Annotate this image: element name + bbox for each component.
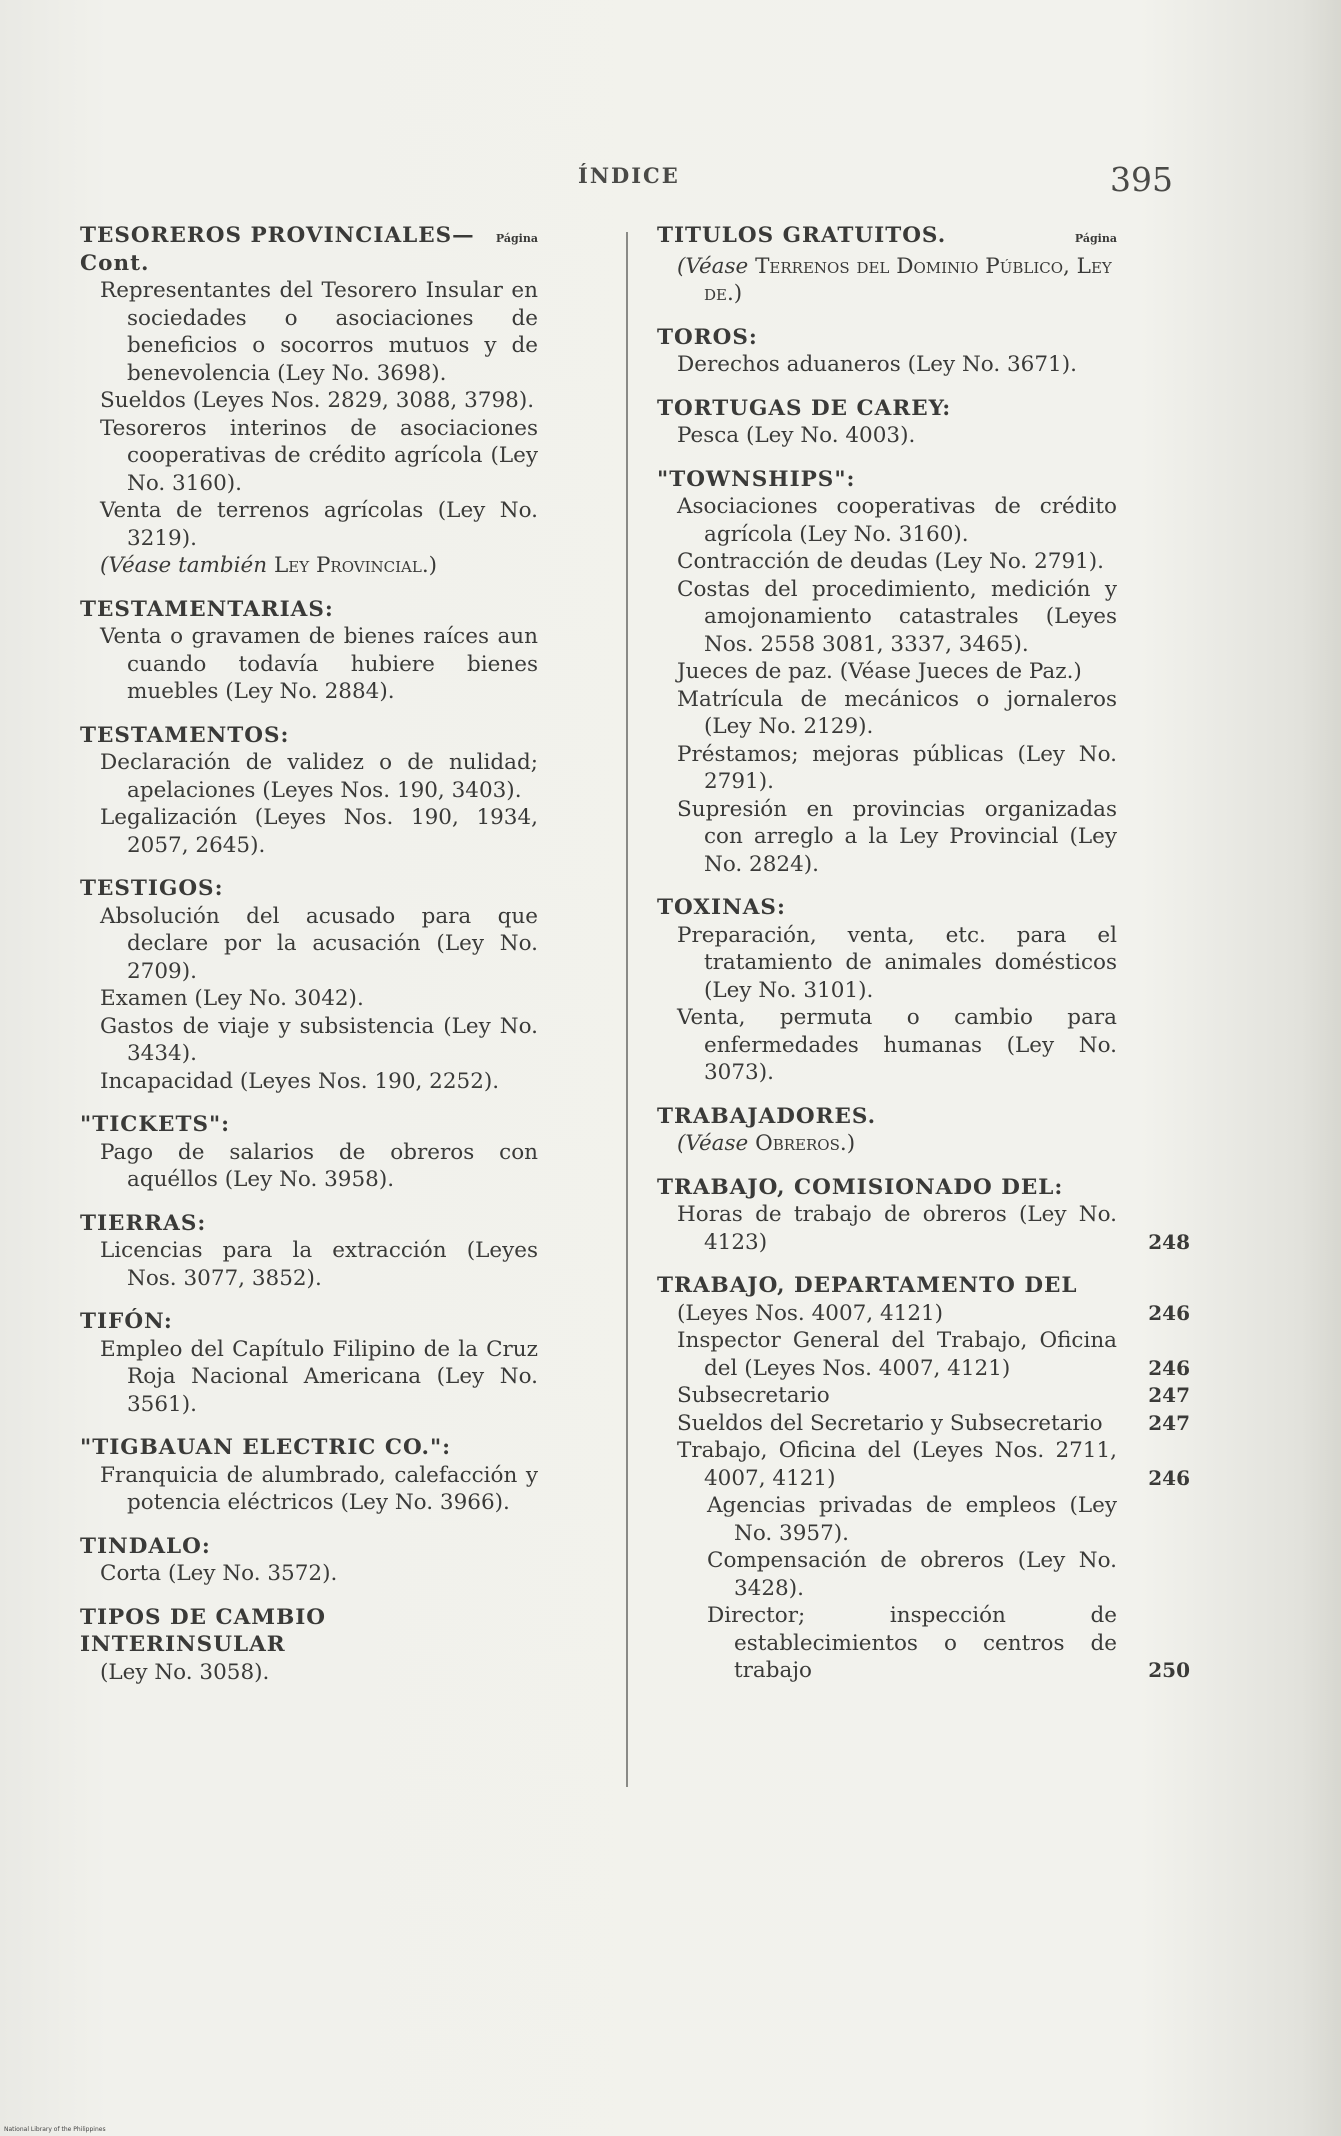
index-entry: Derechos aduaneros (Ley No. 3671). <box>677 352 1077 377</box>
paged-entry-text: Inspector General del Trabajo, Oficina del (Leyes Nos. 4007, 4121) <box>677 1328 1117 1381</box>
paged-entry-text: Agencias privadas de empleos (Ley No. 3957). <box>707 1493 1117 1546</box>
index-entry: Asociaciones cooperativas de crédito agrícola (Ley No. 3160). <box>677 494 1117 547</box>
section-heading: TESTAMENTOS: <box>80 722 290 748</box>
index-entry: Legalización (Leyes Nos. 190, 1934, 2057, 2645). <box>100 805 538 858</box>
paged-entry <box>657 1602 1190 1685</box>
paged-entry-text: Compensación de obreros (Ley No. 3428). <box>707 1548 1117 1601</box>
index-entry: Declaración de validez o de nulidad; apelaciones (Leyes Nos. 190, 3403). <box>100 750 538 803</box>
page-number: 395 <box>1110 160 1173 199</box>
index-section <box>657 222 1117 308</box>
cross-reference: (Véase también Ley Provincial.) <box>100 553 438 578</box>
index-entry: Jueces de paz. (Véase Jueces de Paz.) <box>677 659 1082 684</box>
page-reference: 248 <box>1148 1229 1190 1254</box>
page-reference: 247 <box>1148 1383 1190 1407</box>
page-reference: 246 <box>1148 1465 1190 1490</box>
index-entry: Venta de terrenos agrícolas (Ley No. 3219). <box>100 498 538 551</box>
index-section <box>657 1272 1190 1685</box>
paged-entry-text: Horas de trabajo de obreros (Ley No. 4123) <box>677 1202 1117 1255</box>
section-heading: "TICKETS": <box>80 1112 231 1137</box>
paged-entry-text: Trabajo, Oficina del (Leyes Nos. 2711, 4007, 4121) <box>677 1438 1117 1491</box>
paged-entry <box>657 1492 1117 1547</box>
section-heading: TESTAMENTARIAS: <box>80 596 334 622</box>
paged-entry-text: Director; inspección de establecimientos o centros de trabajo <box>707 1603 1117 1683</box>
index-section <box>80 1434 538 1517</box>
index-section <box>80 722 538 860</box>
index-section <box>657 324 1117 379</box>
index-section <box>657 466 1117 879</box>
index-section <box>80 1308 538 1418</box>
section-heading: TOXINAS: <box>657 895 786 920</box>
index-section <box>80 222 538 580</box>
section-heading: TESTIGOS: <box>80 876 224 901</box>
index-entry: Venta, permuta o cambio para enfermedades humanas (Ley No. 3073). <box>677 1005 1117 1085</box>
paged-entry <box>657 1437 1190 1492</box>
section-heading: TRABAJADORES. <box>657 1103 877 1129</box>
paged-entry <box>657 1382 1190 1410</box>
right-column <box>657 222 1190 1701</box>
section-heading: TORTUGAS DE CAREY: <box>657 395 952 421</box>
cross-reference: (Véase Terrenos del Dominio Público, Ley de.) <box>677 253 1112 306</box>
section-heading: TOROS: <box>657 324 758 350</box>
left-column <box>80 222 538 1702</box>
index-entry: Matrícula de mecánicos o jornaleros (Ley No. 2129). <box>677 686 1117 739</box>
index-entry: Pago de salarios de obreros con aquéllos (Ley No. 3958). <box>100 1139 538 1192</box>
page-reference: 247 <box>1148 1410 1190 1435</box>
running-header: ÍNDICE <box>578 163 680 188</box>
index-section <box>80 1210 538 1293</box>
section-heading: "TIGBAUAN ELECTRIC CO.": <box>80 1435 452 1460</box>
index-section <box>80 596 538 706</box>
index-section <box>80 1111 538 1194</box>
index-entry: Licencias para la extracción (Leyes Nos. 3077, 3852). <box>100 1238 538 1291</box>
index-entry: Representantes del Tesorero Insular en sociedades o asociaciones de beneficios o socorros mutuos y de benevolencia (Ley No. 3698). <box>100 278 538 386</box>
paged-entry-text: (Leyes Nos. 4007, 4121) <box>677 1300 944 1326</box>
section-heading: TESOREROS PROVINCIALES—Cont. Página <box>80 223 538 276</box>
index-section <box>657 894 1117 1087</box>
section-heading: TRABAJO, DEPARTAMENTO DEL <box>657 1273 1078 1298</box>
index-entry: Supresión en provincias organizadas con arreglo a la Ley Provincial (Ley No. 2824). <box>677 796 1117 877</box>
index-entry: Preparación, venta, etc. para el tratamiento de animales domésticos (Ley No. 3101). <box>677 922 1117 1003</box>
index-entry: Contracción de deudas (Ley No. 2791). <box>677 549 1105 574</box>
cross-reference: (Véase Obreros.) <box>677 1131 856 1156</box>
index-entry: Tesoreros interinos de asociaciones cooperativas de crédito agrícola (Ley No. 3160). <box>100 415 538 496</box>
paged-entry-text: Sueldos del Secretario y Subsecretario <box>677 1410 1103 1436</box>
index-entry: Corta (Ley No. 3572). <box>100 1561 338 1586</box>
page-column-label: Página <box>495 232 538 245</box>
section-heading: TINDALO: <box>80 1533 211 1559</box>
index-entry: Examen (Ley No. 3042). <box>100 986 364 1011</box>
paged-entry <box>657 1547 1117 1602</box>
paged-entry <box>657 1300 1190 1328</box>
index-entry: Gastos de viaje y subsistencia (Ley No. 3434). <box>100 1013 538 1066</box>
section-heading: "TOWNSHIPS": <box>657 466 856 492</box>
page-reference: 246 <box>1148 1300 1190 1325</box>
index-entry: Empleo del Capítulo Filipino de la Cruz Roja Nacional Americana (Ley No. 3561). <box>100 1336 538 1417</box>
page-reference: 250 <box>1148 1658 1190 1682</box>
index-entry: Sueldos (Leyes Nos. 2829, 3088, 3798). <box>100 388 535 413</box>
index-entry: Préstamos; mejoras públicas (Ley No. 2791). <box>677 741 1117 794</box>
index-entry: Costas del procedimiento, medición y amojonamiento catastrales (Leyes Nos. 2558 3081, 3337, 3465). <box>677 576 1117 657</box>
index-section <box>657 395 1117 450</box>
index-entry: Venta o gravamen de bienes raíces aun cuando todavía hubiere bienes muebles (Ley No. 2884). <box>100 624 538 704</box>
paged-entry <box>657 1410 1190 1438</box>
index-entry: Incapacidad (Leyes Nos. 190, 2252). <box>100 1068 500 1094</box>
section-heading: TITULOS GRATUITOS. Página <box>657 222 1117 253</box>
column-divider <box>626 232 628 1787</box>
index-section <box>80 875 538 1095</box>
paged-entry <box>657 1201 1190 1256</box>
page-reference: 246 <box>1148 1355 1190 1380</box>
index-entry: Absolución del acusado para que declare por la acusación (Ley No. 2709). <box>100 903 538 984</box>
index-entry: Pesca (Ley No. 4003). <box>677 423 916 448</box>
index-entry: Franquicia de alumbrado, calefacción y potencia eléctricos (Ley No. 3966). <box>100 1462 538 1515</box>
index-section <box>657 1103 1117 1158</box>
section-heading: TIERRAS: <box>80 1210 207 1236</box>
index-section <box>657 1174 1190 1257</box>
section-heading: TRABAJO, COMISIONADO DEL: <box>657 1174 1064 1200</box>
index-section <box>80 1604 538 1687</box>
paged-entry-text: Subsecretario <box>677 1383 830 1408</box>
page-column-label: Página <box>1074 232 1117 245</box>
scan-footer: National Library of the Philippines <box>4 2126 106 2133</box>
index-section <box>80 1533 538 1588</box>
paged-entry <box>657 1327 1190 1382</box>
index-entry: (Ley No. 3058). <box>100 1659 270 1685</box>
section-heading: TIFÓN: <box>80 1309 173 1334</box>
section-heading: TIPOS DE CAMBIO INTERINSULAR <box>80 1604 327 1657</box>
